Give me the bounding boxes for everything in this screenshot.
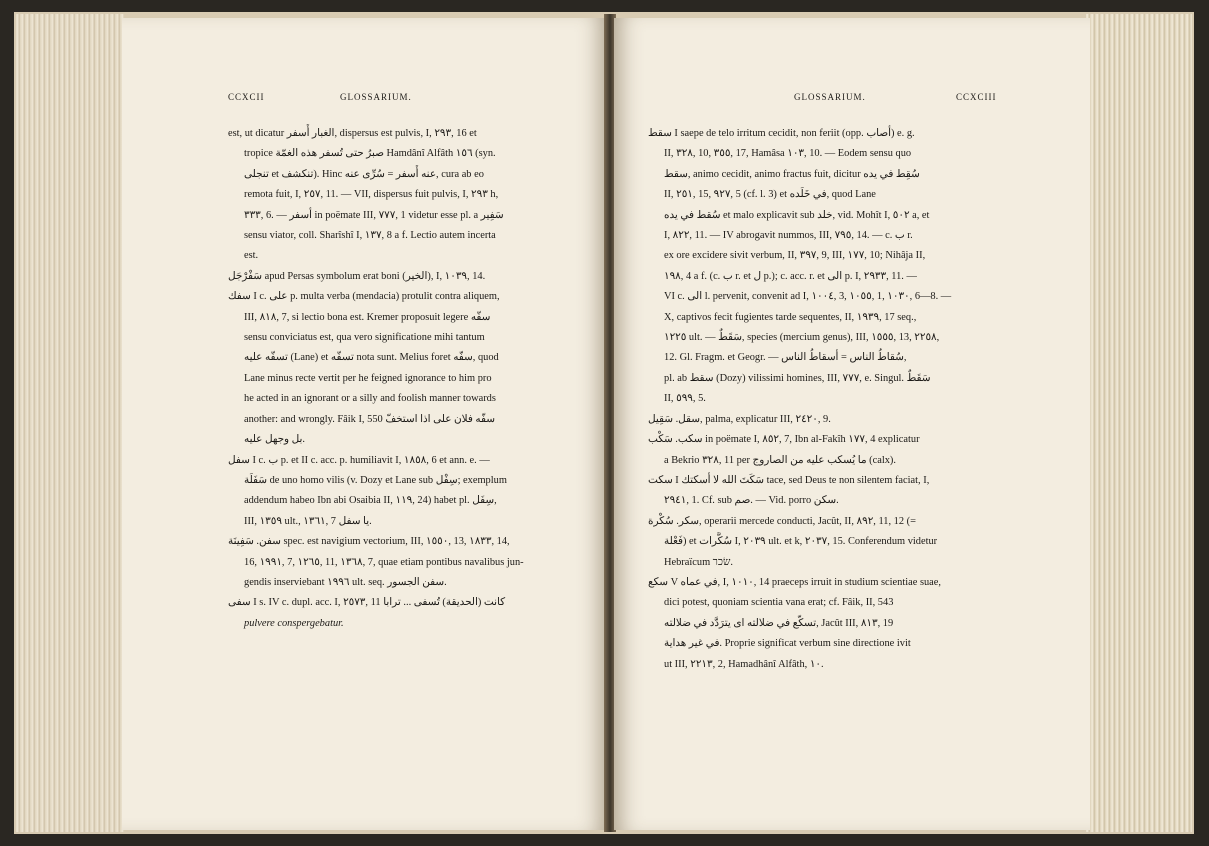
text-line: سفى I s. IV c. dupl. acc. I, ٢٥٧٣, 11 كانت (الحديقة) تُسفى ... ترابا xyxy=(228,597,506,609)
text-line: III, ٨١٨, 7, si lectio bona est. Kremer proposuit legere سفّه xyxy=(244,311,491,323)
left-folio: CCXCII xyxy=(228,92,265,102)
text-line: Hebraïcum שׂכר. xyxy=(664,556,733,568)
right-running-head: GLOSSARIUM. xyxy=(794,92,866,102)
text-line: ex ore excidere sivit verbum, II, ٣٩٧, 9, III, ١٧٧, 10; Nihâja II, xyxy=(664,250,926,262)
text-line: I, ٨٢٢, 11. — IV abrogavit nummos, III, ٧٩٥, 14. — c. ب r. xyxy=(664,230,913,242)
text-line: سكع V في عماه, I, ١٠١٠, 14 praeceps irruit in studium scientiae suae, xyxy=(648,576,941,588)
text-line: est. xyxy=(244,250,259,262)
left-text-block xyxy=(228,124,568,634)
text-line: ut III, ٢٢١٣, 2, Hamadhânî Alfâth, ١٠. xyxy=(664,658,824,670)
text-line: II, ٢٥١, 15, ٩٢٧, 5 (cf. l. 3) et في خَلَده, quod Lane xyxy=(664,189,876,201)
text-line: Lane minus recte vertit per he feigned ignorance to him pro xyxy=(244,372,492,384)
text-line: سقط I saepe de telo irritum cecidit, non feriit (opp. أصاب) e. g. xyxy=(648,128,915,139)
text-line: II, ٣٢٨, 10, ٣٥٥, 17, Hamâsa ١٠٣, 10. — Eodem sensu quo xyxy=(664,148,912,160)
text-line: pulvere conspergebatur. xyxy=(244,617,344,629)
text-line: sensu conviciatus est, qua vero significatione mihi tantum xyxy=(244,332,485,344)
right-text-block xyxy=(648,124,1028,675)
text-line: addendum habeo Ibn abi Osaibia II, ١١٩, 24) habet pl. سِفَل, xyxy=(244,495,497,507)
text-line: سكب. سَكْب in poëmate I, ٨٥٢, 7, Ibn al-Fakîh ١٧٧, 4 explicatur xyxy=(648,434,920,446)
page-edges-right xyxy=(1086,14,1192,832)
text-line: ٢٩٤١, 1. Cf. sub صم. — Vid. porro سكن. xyxy=(664,495,839,507)
left-running-head: GLOSSARIUM. xyxy=(340,92,412,102)
text-line: 16, ١٩٩١, 7, ١٢٦٥, 11, ١٣٦٨, 7, quae etiam pontibus navalibus jun- xyxy=(244,556,524,568)
text-line: ٣٣٣, 6. — أسفر in poëmate III, ٧٧٧, 1 videtur esse pl. a سَفِير xyxy=(244,209,504,221)
text-line: تنجلى et تنكشف). Hinc عنه أُسفر = سُرِّى عنه, cura ab eo xyxy=(244,168,484,180)
text-line: في غير هداية. Proprie significat verbum sine directione ivit xyxy=(664,638,911,650)
text-line: pl. ab سقط (Dozy) vilissimi homines, III, ٧٧٧, e. Singul. سَقَطٌ xyxy=(664,372,931,384)
text-line: VI c. الى l. pervenit, convenit ad I, ١٠٠٤, 3, ١٠٥٥, 1, ١٠٣٠, 6—8. — xyxy=(664,291,952,303)
text-line: dici potest, quoniam scientia vana erat; cf. Fâik, II, 543 xyxy=(664,597,894,609)
text-line: سفك I c. على p. multa verba (mendacia) protulit contra aliquem, xyxy=(228,291,500,303)
text-line: سَفَلَة de uno homo vilis (v. Dozy et Lane sub سِفْل; exemplum xyxy=(244,474,507,486)
text-line: سقط, animo cecidit, animo fractus fuit, dicitur سُقِط في يده xyxy=(664,168,920,180)
text-line: ١٩٨, 4 a f. (c. ب r. et ل p.); c. acc. r. et الى p. I, ٢٩٣٣, 11. — xyxy=(664,270,917,282)
text-line: سفن. سَفِينَة spec. est navigium vectorium, III, ١٥٥٠, 13, ١٨٣٣, 14, xyxy=(228,536,510,548)
page-edges-left xyxy=(16,14,124,832)
text-line: سكت I سَكَتَ الله لا أسكتك tace, sed Deus te non silentem faciat, I, xyxy=(648,474,930,486)
text-line: he acted in an ignorant or a silly and foolish manner towards xyxy=(244,393,496,405)
text-line: سفل I c. ب p. et II c. acc. p. humiliavit I, ١٨٥٨, 6 et ann. e. — xyxy=(228,454,490,466)
text-line: II, ٥٩٩, 5. xyxy=(664,393,706,405)
text-line: سُقط في يده et malo explicavit sub خلد, vid. Mohît I, ٥٠٢ a, et xyxy=(664,209,930,221)
text-line: tropice صبرُ حتى تُسفر هذه الغمّة Hamdânî Alfâth ١٥٦ (syn. xyxy=(244,148,496,160)
text-line: تسفّه عليه (Lane) et تسفّه nota sunt. Melius foret سفّه, quod xyxy=(244,352,499,364)
text-line: remota fuit, I, ٢٥٧, 11. — VII, dispersus fuit pulvis, I, ٢٩٣ h, xyxy=(244,189,499,201)
text-line: سَفْرْجَل apud Persas symbolum erat boni (الخير), I, ١٠٣٩, 14. xyxy=(228,270,486,282)
text-line: III, ١٣٥٩ ult., ١٣٦١, 7 يا سفل. xyxy=(244,515,372,527)
text-line: a Bekrio ٣٢٨, 11 per ما يُسكب عليه من الصاروج (calx). xyxy=(664,454,896,466)
text-line: another: and wrongly. Fâik I, 550 سفّه فلان على اذا استخفّ xyxy=(244,413,495,425)
text-line: سكر. سُكْرة, operarii mercede conducti, Jacût, II, ٨٩٢, 11, 12 (= xyxy=(648,515,916,527)
text-line: تسكّع في ضلالته ای يترَدَّد في ضلالته, Jacût III, ٨١٣, 19 xyxy=(664,617,894,629)
text-line: فَعْلة) et سُكَّرات I, ٢٠٣٩ ult. et k, ٢٠٣٧, 15. Conferendum videtur xyxy=(664,536,938,548)
text-line: est, ut dicatur الغبار أُسفر, dispersus est pulvis, I, ٢٩٣, 16 et xyxy=(228,128,477,139)
text-line: 12. Gl. Fragm. et Geogr. — سُقاطُ الناس = أسقاطُ الناس, xyxy=(664,352,907,364)
text-line: بل وجهل عليه. xyxy=(244,434,306,446)
text-line: سقل. سَقِيل, palma, explicatur III, ٢٤٢٠, 9. xyxy=(648,413,831,425)
text-line: ١٢٢٥ ult. — سَقَطٌ, species (mercium genus), III, ١٥٥٥, 13, ٢٢٥٨, xyxy=(664,332,940,344)
right-folio: CCXCIII xyxy=(956,92,997,102)
right-page xyxy=(614,18,1090,830)
left-page xyxy=(122,18,606,830)
text-line: sensu viator, coll. Sharîshî I, ١٣٧, 8 a f. Lectio autem incerta xyxy=(244,230,496,242)
text-line: X, captivos fecit fugientes tarde sequentes, II, ١٩٣٩, 17 seq., xyxy=(664,311,917,323)
text-line: gendis inserviebant ١٩٩٦ ult. seq. سفن الجسور. xyxy=(244,576,447,588)
